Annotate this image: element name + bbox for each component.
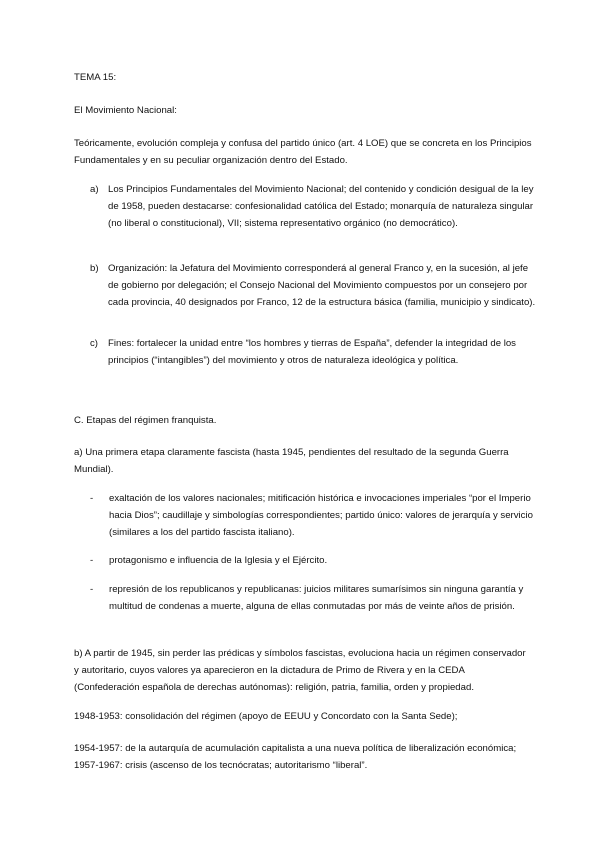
stage-a-paragraph: a) Una primera etapa claramente fascista (hasta 1945, pendientes del resultado de la segunda Guerra Mundial). [74,447,509,475]
dash-marker-3: - [90,584,94,595]
intro-paragraph: Teóricamente, evolución compleja y confusa del partido único (art. 4 LOE) que se concreta en los Principios Fundamentales y en su peculiar organización dentro del Estado. [74,138,532,166]
dash-marker-2: - [90,555,94,566]
list-item-fines: Fines: fortalecer la unidad entre “los hombres y tierras de España”, defender la integridad de los principios (“intangibles”) del movimiento y otros de naturaleza ideológica y política. [108,338,516,366]
dash-item-exaltacion: exaltación de los valores nacionales; mitificación histórica e invocaciones imperiales “por el Imperio hacia Dios”; caudillaje y simbologías correspondientes; partido único: valores de jerarquía y servicio (similares a los del partido fascista italiano). [109,493,533,538]
period-1954-1967: 1954-1957: de la autarquía de acumulación capitalista a una nueva política de liberalización económica; 1957-1967: crisis (ascenso de los tecnócratas; autoritarismo “liberal”. [74,743,517,771]
dash-item-protagonismo: protagonismo e influencia de la Iglesia y el Ejército. [109,555,328,566]
list-item-principios: Los Principios Fundamentales del Movimiento Nacional; del contenido y condición desigual de la ley de 1958, pueden destacarse: confesionalidad católica del Estado; monarquía de naturaleza singular (no liberal o constitucional), VII; sistema representativo orgánico (no democrático). [108,184,534,229]
period-1948-1953: 1948-1953: consolidación del régimen (apoyo de EEUU y Concordato con la Santa Sede); [74,711,458,722]
dash-item-represion: represión de los republicanos y republicanas: juicios militares sumarísimos sin ninguna garantía y multitud de condenas a muerte, alguna de ellas conmutadas por más de veinte años de prisión. [109,584,524,612]
section-c-heading: C. Etapas del régimen franquista. [74,415,217,426]
list-marker-a: a) [90,184,99,195]
list-item-organizacion: Organización: la Jefatura del Movimiento corresponderá al general Franco y, en la sucesión, al jefe de gobierno por delegación; el Consejo Nacional del Movimiento compuestos por un consejero por cada provincia, 40 designados por Franco, 12 de la estructura básica (familia, municipio y sindicato). [108,263,536,308]
stage-b-paragraph: b) A partir de 1945, sin perder las prédicas y símbolos fascistas, evoluciona hacia un régimen conservador y autoritario, cuyos valores ya aparecieron en la dictadura de Primo de Rivera y en la CEDA (Confederación española de derechas autónomas): religión, patria, familia, orden y propiedad. [74,648,526,693]
document-title: TEMA 15: [74,72,117,83]
list-marker-b: b) [90,263,99,274]
section-heading: El Movimiento Nacional: [74,105,177,116]
dash-marker-1: - [90,493,94,504]
list-marker-c: c) [90,338,98,349]
